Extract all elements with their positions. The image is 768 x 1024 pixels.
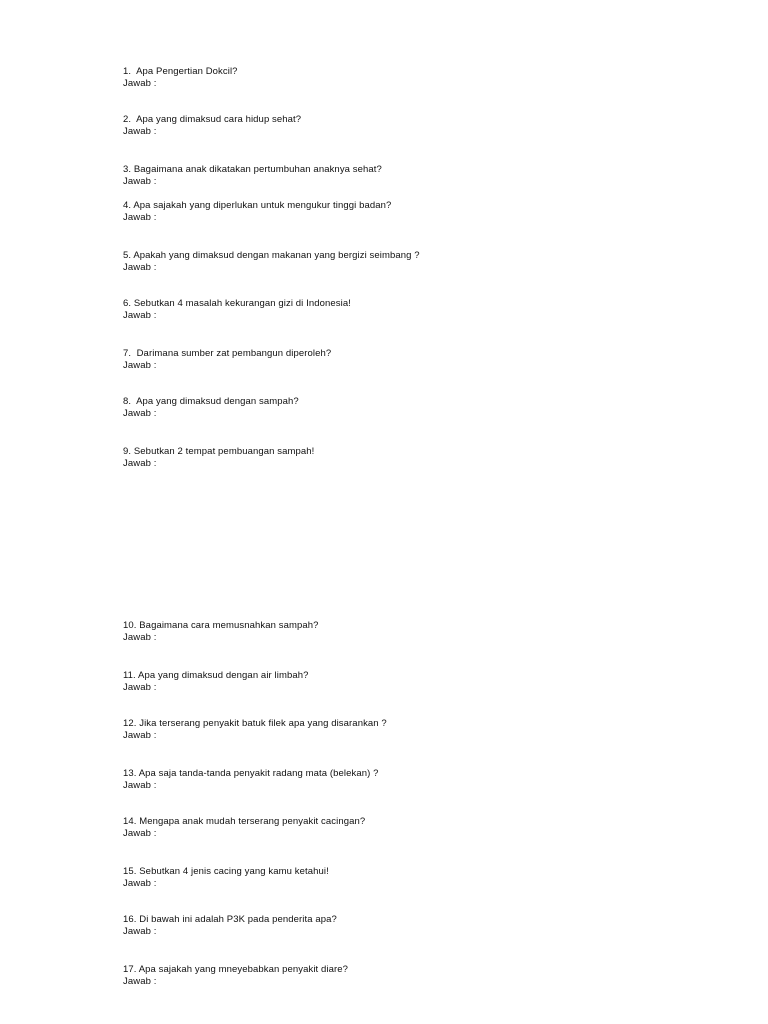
question-item <box>123 446 643 470</box>
question-item <box>123 670 643 694</box>
question-text: 6. Sebutkan 4 masalah kekurangan gizi di Indonesia! <box>123 298 351 309</box>
answer-label: Jawab : <box>123 878 157 889</box>
answer-label: Jawab : <box>123 976 157 987</box>
question-item <box>123 866 643 890</box>
question-text: 2. Apa yang dimaksud cara hidup sehat? <box>123 114 302 125</box>
question-text: 8. Apa yang dimaksud dengan sampah? <box>123 396 299 407</box>
answer-label: Jawab : <box>123 126 157 137</box>
question-text: 12. Jika terserang penyakit batuk filek apa yang disarankan ? <box>123 718 387 729</box>
question-text: 9. Sebutkan 2 tempat pembuangan sampah! <box>123 446 315 457</box>
question-text: 17. Apa sajakah yang mneyebabkan penyakit diare? <box>123 964 349 975</box>
answer-label: Jawab : <box>123 212 157 223</box>
question-item <box>123 114 643 138</box>
question-item <box>123 298 643 322</box>
question-text: 15. Sebutkan 4 jenis cacing yang kamu ketahui! <box>123 866 329 877</box>
question-item <box>123 164 643 188</box>
question-item <box>123 768 643 792</box>
answer-label: Jawab : <box>123 310 157 321</box>
question-text: 16. Di bawah ini adalah P3K pada penderita apa? <box>123 914 337 925</box>
question-item <box>123 914 643 938</box>
question-text: 4. Apa sajakah yang diperlukan untuk mengukur tinggi badan? <box>123 200 392 211</box>
question-item <box>123 396 643 420</box>
answer-label: Jawab : <box>123 780 157 791</box>
answer-label: Jawab : <box>123 730 157 741</box>
question-item <box>123 348 643 372</box>
answer-label: Jawab : <box>123 78 157 89</box>
question-text: 7. Darimana sumber zat pembangun diperoleh? <box>123 348 332 359</box>
question-text: 14. Mengapa anak mudah terserang penyakit cacingan? <box>123 816 366 827</box>
question-item <box>123 816 643 840</box>
question-text: 13. Apa saja tanda-tanda penyakit radang mata (belekan) ? <box>123 768 379 779</box>
answer-label: Jawab : <box>123 360 157 371</box>
question-item <box>123 964 643 988</box>
answer-label: Jawab : <box>123 458 157 469</box>
question-text: 5. Apakah yang dimaksud dengan makanan yang bergizi seimbang ? <box>123 250 420 261</box>
question-item <box>123 200 643 224</box>
question-item <box>123 250 643 274</box>
answer-label: Jawab : <box>123 926 157 937</box>
answer-label: Jawab : <box>123 408 157 419</box>
question-text: 11. Apa yang dimaksud dengan air limbah? <box>123 670 309 681</box>
answer-label: Jawab : <box>123 632 157 643</box>
question-item <box>123 66 643 90</box>
question-item <box>123 620 643 644</box>
answer-label: Jawab : <box>123 682 157 693</box>
question-text: 10. Bagaimana cara memusnahkan sampah? <box>123 620 319 631</box>
question-text: 1. Apa Pengertian Dokcil? <box>123 66 238 77</box>
question-text: 3. Bagaimana anak dikatakan pertumbuhan anaknya sehat? <box>123 164 382 175</box>
answer-label: Jawab : <box>123 262 157 273</box>
answer-label: Jawab : <box>123 176 157 187</box>
question-item <box>123 718 643 742</box>
answer-label: Jawab : <box>123 828 157 839</box>
